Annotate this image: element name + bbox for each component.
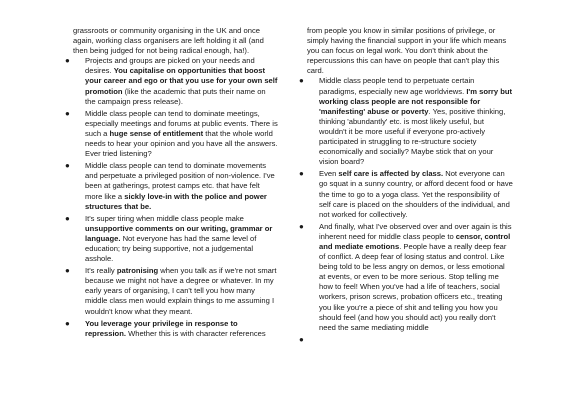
- bold-text: sickly love-in with the police and power structures that be.: [85, 191, 267, 211]
- text-run: when you talk as if we're not smart because we might not have a degree or whatever. In my early years of organising, I can't tell you how many middle class men would explain things to me assuming I wouldn't know what they meant.: [85, 266, 277, 316]
- bullet-icon: ●: [65, 108, 70, 118]
- text-run: Middle class people can tend to dominate movements and perpetuate a privileged position of non-violence. I've been at gatherings, protest camps etc. that have felt more like a: [85, 161, 275, 201]
- list-item: [65, 266, 278, 316]
- bold-text: I'm sorry but working class people are not responsible for 'manifesting' abuse or poverty: [319, 86, 513, 116]
- bullet-icon: ●: [65, 213, 70, 223]
- bullet-icon: ●: [65, 266, 70, 276]
- bold-text: self care is affected by class.: [338, 169, 444, 179]
- text-run: (like the academic that puts their name on the campaign press release).: [85, 86, 266, 106]
- bullet-icon: ●: [65, 161, 70, 171]
- list-item: [65, 213, 278, 264]
- list-item: [65, 161, 278, 211]
- list-item: [65, 108, 278, 159]
- list-item: [299, 221, 513, 333]
- text-run: It's really: [85, 266, 117, 276]
- text-run: Middle class people tend to perpetuate certain paradigms, especially new age worldviews.: [319, 76, 475, 96]
- bold-text: censor, control and mediate emotions: [319, 231, 511, 251]
- list-item: [65, 318, 278, 339]
- text-run: It's super tiring when middle class people make: [85, 213, 244, 223]
- continuation-text: from people you know in similar positions of privilege, or simply having the financial support in your life which means you can focus on legal work. You don't think about the repercussions this can have on people that can't play this card.: [307, 26, 507, 76]
- text-run: Middle class people can tend to dominate meetings, especially meetings and forums at public events. There is such a: [85, 108, 278, 138]
- bold-text: huge sense of entitlement: [109, 128, 204, 138]
- bullet-icon: ●: [299, 221, 304, 231]
- list-item: [299, 334, 513, 345]
- bullet-icon: ●: [65, 318, 70, 328]
- bullet-list: [299, 76, 513, 344]
- text-run: that the whole world needs to hear your opinion and you have all the answers. Ever tried listening?: [85, 128, 278, 159]
- bold-text: unsupportive comments on our writing, grammar or language.: [85, 223, 273, 243]
- list-item: [299, 76, 513, 167]
- list-item: [65, 56, 278, 106]
- list-item: [299, 169, 513, 219]
- bullet-icon: ●: [65, 56, 70, 66]
- text-run: Not everyone has had the same level of education; try being supportive, not a judgemental asshole.: [85, 233, 257, 264]
- bold-text: You leverage your privilege in response to repression.: [85, 318, 238, 338]
- text-run: Not everyone can go squat in a sunny country, or afford decent food or have the time to go to a yoga class. Yet the responsibility of self care is placed on the shoulders of the individual, and not worked for collectively.: [319, 169, 513, 219]
- bold-text: You capitalise on opportunities that boost your career and ego or that you use for your own self promotion: [85, 66, 278, 96]
- text-run: . Yes, positive thinking, thinking 'abundantly' etc. is most likely useful, but wouldn't it be more useful if everyone pro-actively participated in struggling to re-structure society economically and socially? Maybe stick that on your vision board?: [319, 106, 506, 167]
- bullet-icon: ●: [299, 169, 304, 179]
- right-column: [299, 26, 513, 347]
- bullet-icon: ●: [299, 334, 304, 344]
- left-column: [65, 26, 278, 341]
- bullet-icon: ●: [299, 76, 304, 86]
- text-run: Even: [319, 169, 339, 179]
- bullet-list: [65, 56, 278, 339]
- text-run: And finally, what I've observed over and over again is this inherent need for middle class people to: [319, 221, 512, 241]
- text-run: . People have a really deep fear of conflict. A deep fear of losing status and control. Like being told to be less angry on demos, or less emotional at events, or even to be more serious. Stop telling me how to feel! When you've had a life of teachers, social workers, prison screws, probation officers etc., treating you like you're a piece of shit and telling you how you should feel (and how you should act) you really don't need the same mediating middle: [319, 241, 507, 332]
- bold-text: patronising: [116, 266, 159, 276]
- text-run: Projects and groups are picked on your needs and desires.: [85, 56, 255, 76]
- continuation-text: grassroots or community organising in the UK and once again, working class organisers are left holding it all (and then being judged for not being radical enough, ha!).: [73, 26, 264, 56]
- text-run: Whether this is with character references: [125, 328, 266, 338]
